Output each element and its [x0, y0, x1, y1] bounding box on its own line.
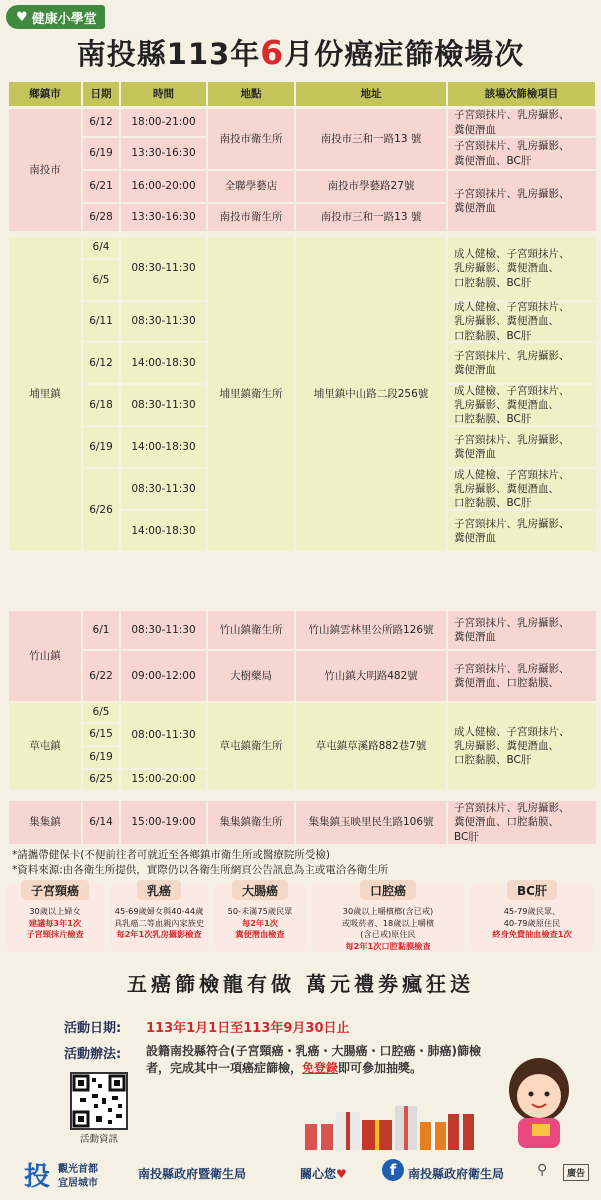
category-frequency: 每2年1次 糞便潛血檢查 [235, 917, 285, 939]
date-cell: 6/15 [83, 724, 119, 745]
care-text [300, 1165, 347, 1182]
date-cell: 6/5 [83, 260, 119, 300]
time-cell: 13:30-16:30 [121, 138, 206, 169]
category-card [214, 884, 306, 952]
category-card [110, 884, 208, 952]
time-cell: 14:00-18:30 [121, 427, 206, 467]
town-name: 集集鎮 [9, 801, 81, 844]
place-cell: 集集鎮衛生所 [208, 801, 294, 844]
category-target: 30歲以上嚼檳榔(含已戒) 或吸菸者、18歲以上嚼檳 (含已戒)原住民 [341, 906, 435, 939]
items-cell: 成人健檢、子宮頸抹片、 乳房攝影、糞便潛血、 口腔黏膜、BC肝 [448, 385, 596, 425]
category-frequency: 每2年1次口腔黏膜檢查 [345, 940, 431, 951]
category-name: 口腔癌 [360, 880, 416, 900]
column-header: 該場次篩檢項目 [448, 82, 595, 106]
category-target: 30歲以上婦女 [29, 906, 81, 916]
note-line: *資料來源:由各衛生所提供，實際仍以各衛生所網頁公告訊息為主或電洽各衛生所 [12, 864, 389, 876]
date-cell: 6/19 [83, 138, 119, 169]
category-frequency: 建議每3年1次 子宮頸抹片檢查 [26, 917, 84, 939]
time-cell: 08:30-11:30 [121, 385, 206, 425]
category-desc [314, 906, 462, 952]
address-cell: 南投市學藝路27號 [296, 171, 446, 202]
notes [12, 848, 592, 878]
gift-boxes-icon [300, 1094, 480, 1154]
category-frequency: 終身免費抽血檢查1次 [492, 929, 572, 939]
column-header: 地點 [208, 82, 294, 106]
time-cell: 08:30-11:30 [121, 237, 206, 300]
qr-code[interactable] [70, 1072, 128, 1130]
date-cell: 6/12 [83, 109, 119, 136]
time-cell: 16:00-20:00 [121, 171, 206, 202]
method-text [146, 1043, 496, 1077]
org-name: 南投縣政府暨衛生局 [138, 1167, 247, 1181]
items-cell: 子宮頸抹片、乳房攝影、 糞便潛血、口腔黏膜、 BC肝 [448, 801, 596, 844]
title-part: 月份癌症篩檢場次 [284, 36, 525, 71]
county-logo-icon: 投 [24, 1162, 51, 1192]
category-card [312, 884, 464, 952]
category-name: 子宮頸癌 [21, 880, 89, 900]
address-cell: 竹山鎮雲林里公所路126號 [296, 611, 446, 649]
category-desc [8, 906, 102, 941]
ad-tag: 廣告 [563, 1164, 589, 1181]
heart-icon: ♥ [336, 1167, 347, 1181]
date-cell: 6/26 [83, 469, 119, 551]
date-cell: 6/1 [83, 611, 119, 649]
date-cell: 6/18 [83, 385, 119, 425]
date-cell: 6/22 [83, 651, 119, 701]
title-part: 南投縣113年 [76, 36, 261, 71]
address-cell: 埔里鎮中山路二段256號 [296, 237, 446, 551]
items-cell: 子宮頸抹片、乳房攝影、 糞便潛血 [448, 109, 596, 136]
time-cell: 14:00-18:30 [121, 511, 206, 551]
column-header: 鄉鎮市 [9, 82, 81, 106]
column-header: 地址 [296, 82, 446, 106]
items-cell: 子宮頸抹片、乳房攝影、 糞便潛血 [448, 611, 596, 649]
date-cell: 6/4 [83, 237, 119, 258]
time-cell: 18:00-21:00 [121, 109, 206, 136]
time-cell: 08:30-11:30 [121, 469, 206, 509]
town-name: 埔里鎮 [9, 237, 81, 551]
period-label: 活動日期: [64, 1021, 122, 1036]
date-cell: 6/25 [83, 770, 119, 789]
search-icon[interactable]: ⚲ [537, 1162, 548, 1178]
method-pre: 設籍南投縣符合(子宮頸癌・乳癌・大腸癌・口腔癌・肺癌)篩檢者，完成其中一項癌症篩檢， [146, 1044, 481, 1075]
items-cell: 子宮頸抹片、乳房攝影、 糞便潛血 [448, 511, 596, 551]
items-cell: 子宮頸抹片、乳房攝影、 糞便潛血 [448, 427, 596, 467]
place-cell: 草屯鎮衛生所 [208, 703, 294, 789]
address-cell: 草屯鎮草溪路882巷7號 [296, 703, 446, 789]
place-cell: 全聯學藝店 [208, 171, 294, 202]
brand-badge [6, 5, 105, 29]
category-target: 45-69歲婦女與40-44歲 具乳癌二等血親內家族史 [113, 906, 205, 928]
time-cell: 08:30-11:30 [121, 611, 206, 649]
address-cell: 竹山鎮大明路482號 [296, 651, 446, 701]
date-cell: 6/19 [83, 427, 119, 467]
category-card [6, 884, 104, 952]
time-cell: 13:30-16:30 [121, 204, 206, 231]
date-cell: 6/11 [83, 302, 119, 341]
items-cell: 子宮頸抹片、乳房攝影、 糞便潛血 [448, 343, 596, 383]
items-cell: 子宮頸抹片、乳房攝影、 糞便潛血 [448, 171, 596, 231]
time-cell: 15:00-19:00 [121, 801, 206, 844]
category-desc [216, 906, 304, 941]
cartoon-girl-icon [498, 1050, 580, 1150]
time-cell: 08:30-11:30 [121, 302, 206, 341]
address-cell: 南投市三和一路13 號 [296, 109, 446, 169]
place-cell: 埔里鎮衛生所 [208, 237, 294, 551]
place-cell: 南投市衛生所 [208, 109, 294, 169]
category-frequency: 每2年1次乳房攝影檢查 [116, 929, 202, 939]
no-registration-link[interactable]: 免登錄 [302, 1061, 339, 1075]
footer [0, 1152, 601, 1200]
town-name: 竹山鎮 [9, 611, 81, 701]
column-header: 時間 [121, 82, 206, 106]
method-post: 即可參加抽獎。 [338, 1061, 423, 1075]
category-name: 乳癌 [137, 880, 181, 900]
items-cell: 子宮頸抹片、乳房攝影、 糞便潛血、BC肝 [448, 138, 596, 169]
items-cell: 成人健檢、子宮頸抹片、 乳房攝影、糞便潛血、 口腔黏膜、BC肝 [448, 302, 596, 341]
category-card [470, 884, 594, 952]
time-cell: 14:00-18:30 [121, 343, 206, 383]
date-cell: 6/21 [83, 171, 119, 202]
facebook-icon[interactable]: f [382, 1159, 404, 1181]
date-cell: 6/19 [83, 747, 119, 768]
items-cell: 子宮頸抹片、乳房攝影、 糞便潛血、口腔黏膜、 [448, 651, 596, 701]
title-month: 6 [260, 32, 285, 72]
period-value: 113年1月1日至113年9月30日止 [146, 1021, 350, 1036]
items-cell: 成人健檢、子宮頸抹片、 乳房攝影、糞便潛血、 口腔黏膜、BC肝 [448, 237, 596, 300]
facebook-page-name[interactable]: 南投縣政府衛生局 [408, 1167, 505, 1181]
logo-line1: 觀光首都 [58, 1164, 98, 1175]
date-cell: 6/14 [83, 801, 119, 844]
address-cell: 南投市三和一路13 號 [296, 204, 446, 231]
category-name: 大腸癌 [232, 880, 288, 900]
category-target: 45-79歲民眾、 40-79歲原住民 [503, 906, 561, 928]
date-cell: 6/5 [83, 703, 119, 722]
column-header: 日期 [83, 82, 119, 106]
time-cell: 15:00-20:00 [121, 770, 206, 789]
category-name: BC肝 [507, 880, 557, 900]
items-cell: 成人健檢、子宮頸抹片、 乳房攝影、糞便潛血、 口腔黏膜、BC肝 [448, 469, 596, 509]
qr-pattern-icon [72, 1074, 126, 1128]
date-cell: 6/12 [83, 343, 119, 383]
method-label: 活動辦法: [64, 1047, 122, 1062]
care-label: 關心您 [300, 1167, 337, 1181]
logo-line2: 宜居城市 [58, 1178, 98, 1189]
note-line: *請攜帶健保卡(不便前往者可就近至各鄉鎮市衛生所或醫療院所受檢) [12, 849, 330, 861]
category-desc [472, 906, 592, 941]
time-cell: 09:00-12:00 [121, 651, 206, 701]
category-target: 50-未滿75歲民眾 [227, 906, 293, 916]
place-cell: 竹山鎮衛生所 [208, 611, 294, 649]
address-cell: 集集鎮玉映里民生路106號 [296, 801, 446, 844]
date-cell: 6/28 [83, 204, 119, 231]
heart-icon: ♥ [16, 9, 28, 25]
slogan: 五癌篩檢龍有做 萬元禮劵瘋狂送 [127, 971, 474, 996]
place-cell: 南投市衛生所 [208, 204, 294, 231]
town-name: 草屯鎮 [9, 703, 81, 789]
place-cell: 大樹藥局 [208, 651, 294, 701]
category-desc [112, 906, 206, 941]
brand-label: 健康小學堂 [31, 11, 97, 27]
time-cell: 08:00-11:30 [121, 703, 206, 768]
page-title [0, 30, 601, 74]
town-name: 南投市 [9, 109, 81, 231]
qr-label: 活動資訊 [79, 1134, 118, 1145]
items-cell: 成人健檢、子宮頸抹片、 乳房攝影、糞便潛血、 口腔黏膜、BC肝 [448, 703, 596, 789]
